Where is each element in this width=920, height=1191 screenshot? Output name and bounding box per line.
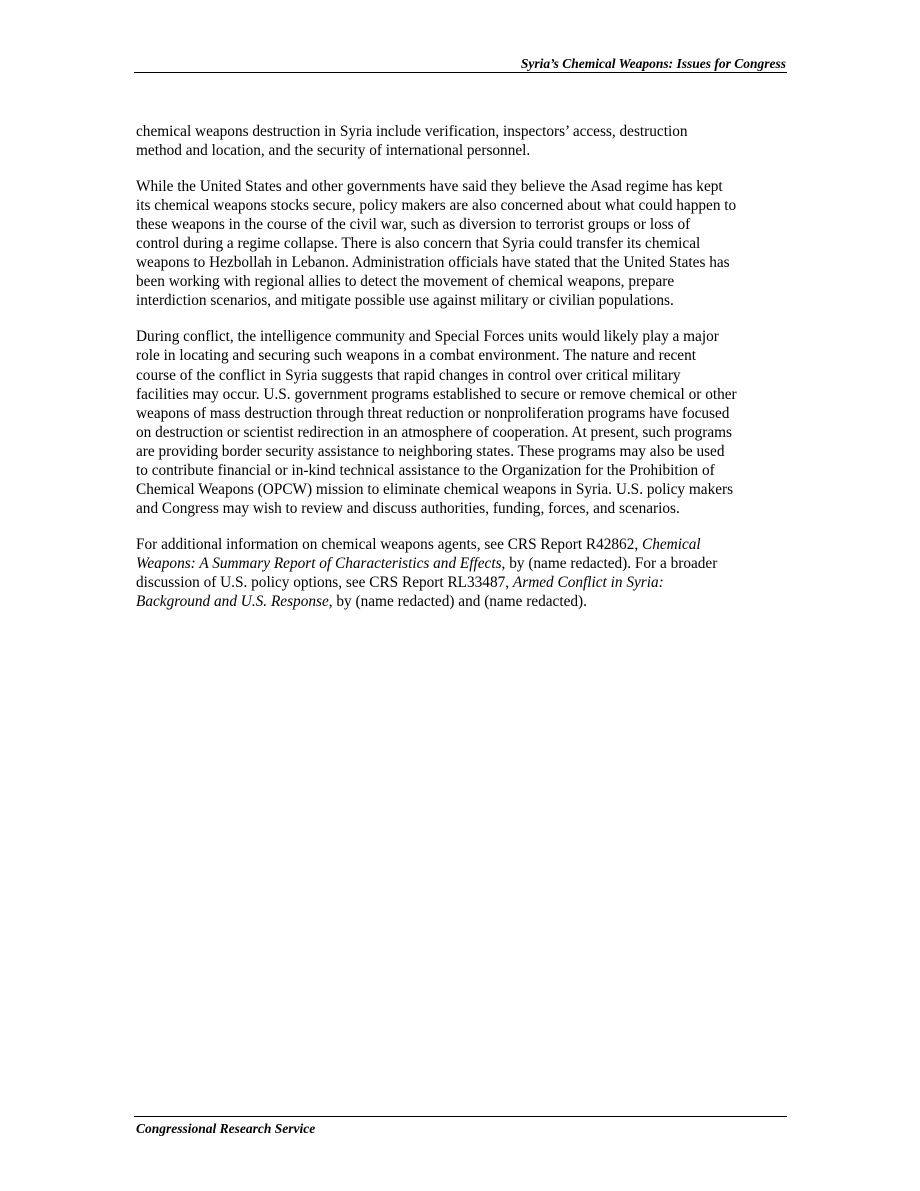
text-line: [136, 366, 792, 385]
text-run: control during a regime collapse. There is also concern that Syria could transfer its chemical: [136, 235, 701, 253]
text-line: [136, 253, 792, 272]
text-run: During conflict, the intelligence community and Special Forces units would likely play a major: [136, 328, 719, 346]
text-run: For additional information on chemical weapons agents, see CRS Report R42862,: [136, 535, 642, 553]
text-line: [136, 196, 792, 215]
text-run: been working with regional allies to detect the movement of chemical weapons, prepare: [136, 273, 675, 291]
body-text: [136, 122, 792, 628]
report-title-italic: Armed Conflict in Syria:: [512, 573, 664, 591]
text-run: weapons of mass destruction through threat reduction or nonproliferation programs have focused: [136, 404, 730, 422]
text-line: [136, 141, 792, 160]
text-run: these weapons in the course of the civil war, such as diversion to terrorist groups or loss of: [136, 216, 691, 234]
text-line: [136, 404, 792, 423]
text-line: [136, 234, 792, 253]
text-run: course of the conflict in Syria suggests that rapid changes in control over critical military: [136, 366, 681, 384]
paragraph: [136, 122, 792, 160]
report-title-italic: Weapons: A Summary Report of Characteristics and Effects: [136, 554, 502, 572]
text-line: [136, 327, 792, 346]
text-run: facilities may occur. U.S. government programs established to secure or remove chemical or other: [136, 385, 737, 403]
text-line: [136, 573, 792, 592]
text-line: [136, 461, 792, 480]
text-run: While the United States and other governments have said they believe the Asad regime has kept: [136, 178, 723, 196]
text-line: [136, 177, 792, 196]
running-footer: Congressional Research Service: [136, 1121, 316, 1136]
footer-rule: [134, 1116, 787, 1117]
text-line: [136, 385, 792, 404]
paragraph: [136, 535, 792, 611]
text-line: [136, 291, 792, 310]
text-line: [136, 499, 792, 518]
text-run: its chemical weapons stocks secure, policy makers are also concerned about what could happen to: [136, 197, 737, 215]
text-run: , by (name redacted). For a broader: [501, 554, 718, 572]
text-line: [136, 272, 792, 291]
running-header: Syria’s Chemical Weapons: Issues for Congress: [520, 56, 786, 71]
header-rule: [134, 72, 787, 73]
text-line: [136, 122, 792, 141]
text-line: [136, 346, 792, 365]
report-title-italic: Background and U.S. Response: [136, 593, 329, 611]
text-line: [136, 480, 792, 499]
text-run: weapons to Hezbollah in Lebanon. Administration officials have stated that the United States has: [136, 254, 730, 272]
paragraph: [136, 177, 792, 310]
text-line: [136, 215, 792, 234]
text-run: are providing border security assistance to neighboring states. These programs may also be used: [136, 442, 725, 460]
text-line: [136, 423, 792, 442]
text-line: [136, 442, 792, 461]
text-line: [136, 592, 792, 611]
text-line: [136, 554, 792, 573]
paragraph: [136, 327, 792, 517]
report-title-italic: Chemical: [642, 535, 701, 553]
text-run: on destruction or scientist redirection in an atmosphere of cooperation. At present, such programs: [136, 423, 732, 441]
text-run: and Congress may wish to review and discuss authorities, funding, forces, and scenarios.: [136, 499, 680, 517]
text-run: chemical weapons destruction in Syria include verification, inspectors’ access, destruction: [136, 123, 688, 140]
text-run: Chemical Weapons (OPCW) mission to eliminate chemical weapons in Syria. U.S. policy makers: [136, 480, 734, 498]
text-run: to contribute financial or in-kind technical assistance to the Organization for the Prohibition of: [136, 461, 715, 479]
text-run: role in locating and securing such weapons in a combat environment. The nature and recent: [136, 347, 696, 365]
text-run: method and location, and the security of international personnel.: [136, 142, 531, 160]
text-line: [136, 535, 792, 554]
text-run: interdiction scenarios, and mitigate possible use against military or civilian populations.: [136, 292, 674, 310]
text-run: discussion of U.S. policy options, see CRS Report RL33487,: [136, 573, 513, 591]
text-run: , by (name redacted) and (name redacted).: [328, 593, 587, 611]
